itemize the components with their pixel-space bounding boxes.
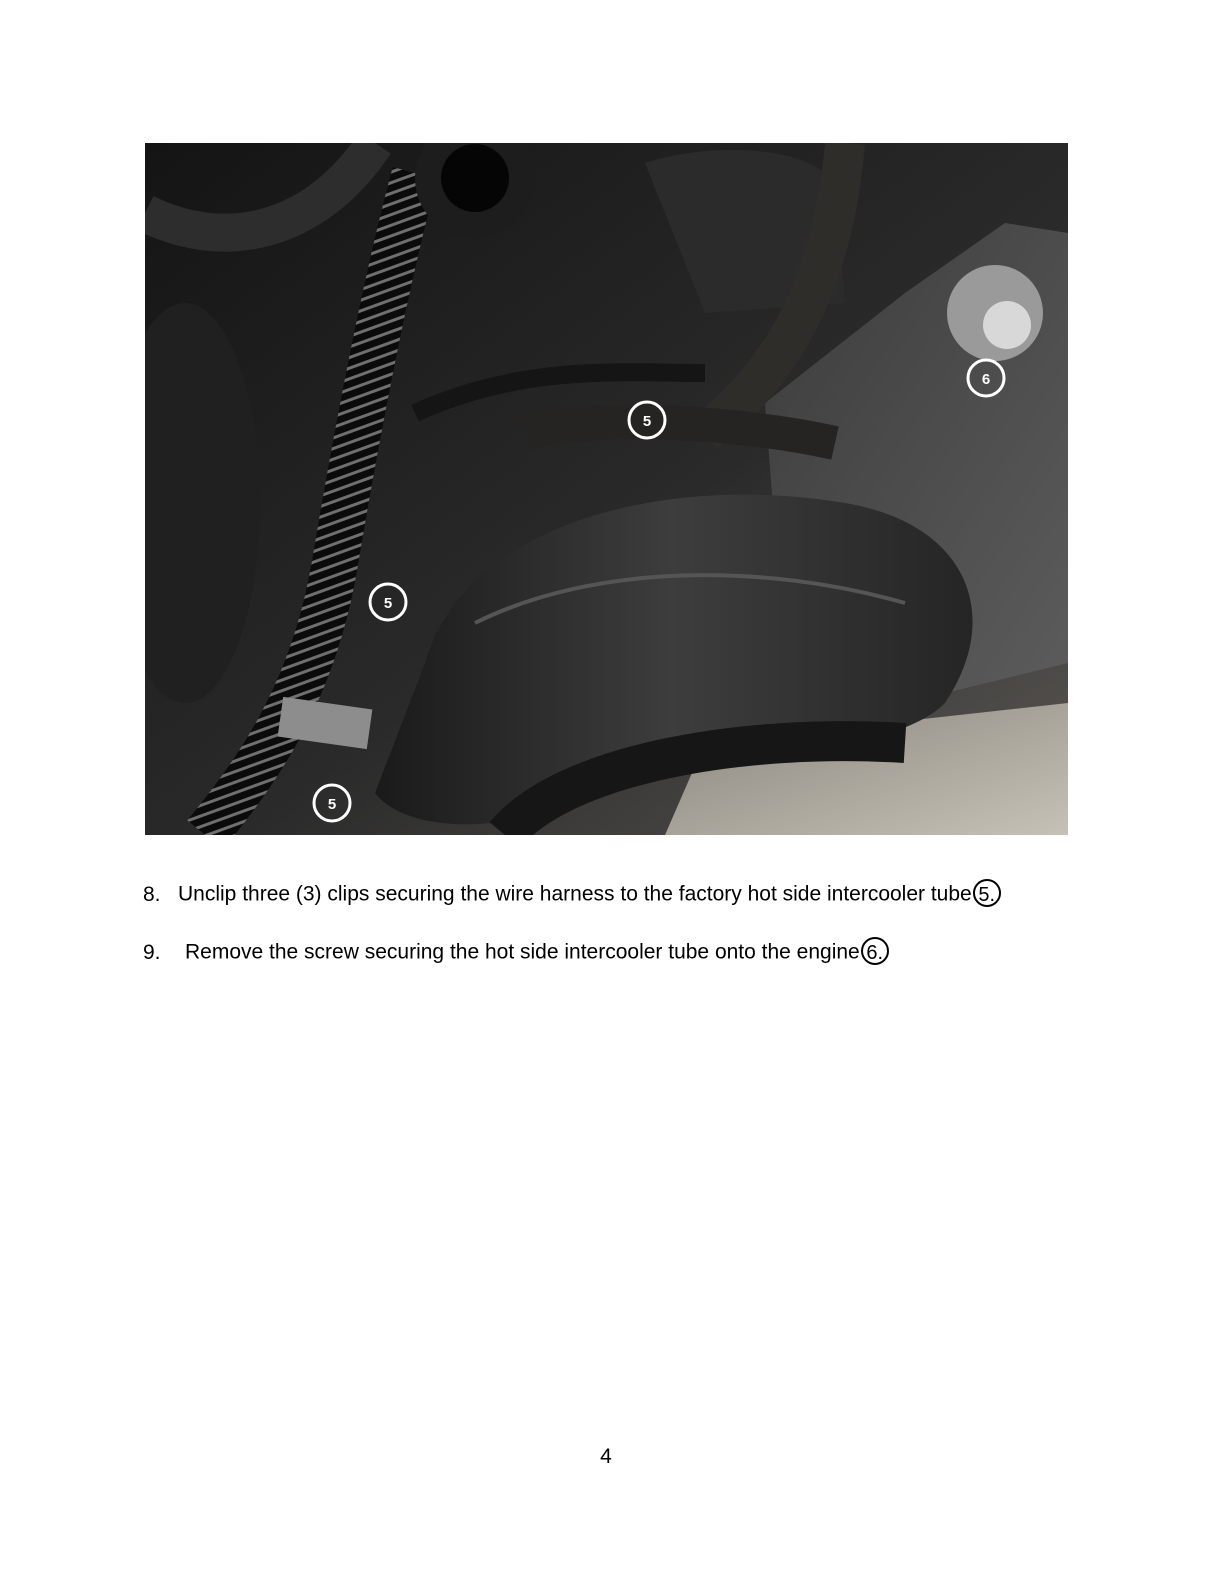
svg-text:5: 5 bbox=[327, 796, 337, 813]
step-number: 8. bbox=[143, 882, 161, 906]
page-number: 4 bbox=[600, 1445, 612, 1468]
callout-reference: 6. bbox=[861, 937, 889, 965]
svg-text:5: 5 bbox=[383, 595, 393, 612]
step-text: Unclip three (3) clips securing the wire harness to the factory hot side intercooler tube bbox=[178, 882, 972, 906]
step-number: 9. bbox=[143, 940, 161, 964]
instruction-step-9 bbox=[143, 939, 889, 967]
svg-text:5: 5 bbox=[642, 413, 652, 430]
step-text: Remove the screw securing the hot side intercooler tube onto the engine bbox=[185, 940, 860, 964]
instruction-step-8 bbox=[143, 881, 1001, 909]
callout-reference: 5. bbox=[973, 879, 1001, 907]
engine-bay-photo bbox=[145, 143, 1068, 835]
svg-text:6: 6 bbox=[981, 371, 991, 388]
